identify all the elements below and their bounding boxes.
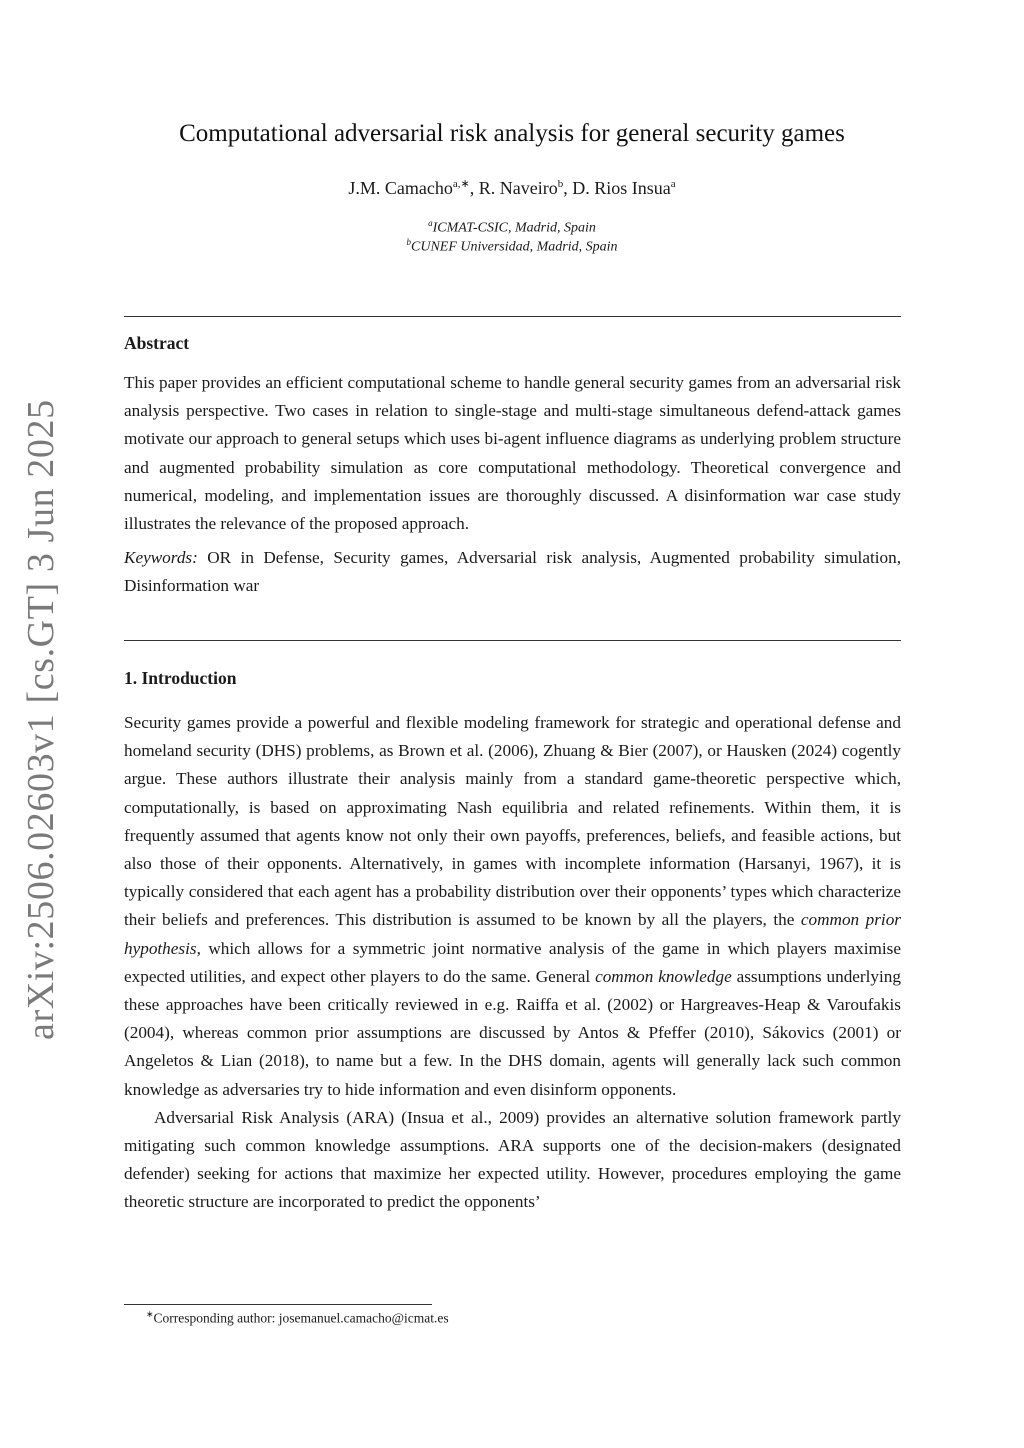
- keywords-text: OR in Defense, Security games, Adversarial risk analysis, Augmented probability simulation, Disinformation war: [124, 548, 902, 596]
- section-heading: 1. Introduction: [124, 668, 237, 688]
- author-name: D. Rios Insua: [572, 178, 671, 198]
- paragraph: Adversarial Risk Analysis (ARA) (Insua et al., 2009) provides an alternative solution framework partly mitigating such common knowledge assumptions. ARA supports one of the decision-makers (designated defender) seeking for actions that maximize her expected utility. However, procedures employing the game theoretic structure are incorporated to predict the opponents’: [124, 1107, 901, 1212]
- abstract-heading: Abstract: [124, 333, 190, 353]
- author-list: J.M. Camacho$^{a,∗}$, R. Naveiro$^b$, D. Rios Insua$^a$: [348, 178, 676, 198]
- footnote-rule: [124, 1304, 432, 1305]
- paper-title: Computational adversarial risk analysis for general security games: [179, 120, 845, 147]
- keywords-label: Keywords:: [124, 548, 198, 568]
- paragraph-text: assumptions underlying these approaches have been critically reviewed in e.g. Raiffa et al. (2002) or Hargreaves-Heap & Varoufakis (2004), whereas common prior assumptions are discussed by Antos & Pfeffer (2010), Sákovics (2001) or Angeletos & Lian (2018), to name but a few. In the DHS domain, agents will generally lack such common knowledge as adversaries try to hide information and even disinform opponents.: [124, 966, 901, 1099]
- abstract-body: [124, 369, 901, 601]
- keywords: [124, 544, 901, 600]
- paragraph-text: Security games provide a powerful and flexible modeling framework for strategic and operational defense and homeland security (DHS) problems, as Brown et al. (2006), Zhuang & Bier (2007), or Hausken (2024) cogently argue. These authors illustrate their analysis mainly from a standard game-theoretic perspective which, computationally, is based on approximating Nash equilibria and related refinements. Within them, it is frequently assumed that agents know not only their own payoffs, preferences, beliefs, and feasible actions, but also those of their opponents. Alternatively, in games with incomplete information (Harsanyi, 1967), it is typically considered that each agent has a probability distribution over their opponents’ types which characterize their beliefs and preferences. This distribution is assumed to be known by all the players, the: [124, 713, 901, 930]
- affiliation: [0, 218, 1024, 237]
- affiliation-mark: b: [406, 237, 411, 247]
- paragraph-text: , which allows for a symmetric joint normative analysis of the game in which players maximise expected utilities, and expect other players to do the same. General: [124, 938, 901, 986]
- affiliation-text: CUNEF Universidad, Madrid, Spain: [411, 239, 618, 255]
- affiliation-mark: a: [428, 218, 433, 228]
- author-affiliation-mark: b: [557, 178, 564, 190]
- affiliation-text: ICMAT-CSIC, Madrid, Spain: [432, 220, 596, 236]
- footnote: [146, 1309, 449, 1327]
- emphasis-text: common knowledge: [595, 966, 732, 986]
- author-affiliation-mark: a,∗: [452, 178, 470, 190]
- introduction-body: [124, 709, 901, 1217]
- emphasis-text: common prior hypothesis: [124, 910, 901, 958]
- paragraph: [124, 709, 901, 1104]
- abstract-top-rule: [124, 316, 901, 317]
- abstract-text: This paper provides an efficient computational scheme to handle general security games from an adversarial risk analysis perspective. Two cases in relation to single-stage and multi-stage simultaneous defend-attack games motivate our approach to general setups which uses bi-agent influence diagrams as underlying problem structure and augmented probability simulation as core computational methodology. Theoretical convergence and numerical, modeling, and implementation issues are thoroughly discussed. A disinformation war case study illustrates the relevance of the proposed approach.: [124, 373, 901, 534]
- affiliation: [0, 237, 1024, 256]
- author-name: J.M. Camacho: [348, 178, 453, 198]
- arxiv-identifier-text: arXiv:2506.02603v1 [cs.GT] 3 Jun 2025: [20, 399, 62, 1040]
- footnote-mark: ∗: [146, 1309, 154, 1319]
- author-name: R. Naveiro: [478, 178, 558, 198]
- author-affiliation-mark: a: [670, 178, 676, 190]
- footnote-text: Corresponding author: josemanuel.camacho@icmat.es: [153, 1310, 449, 1326]
- abstract-bottom-rule: [124, 640, 901, 641]
